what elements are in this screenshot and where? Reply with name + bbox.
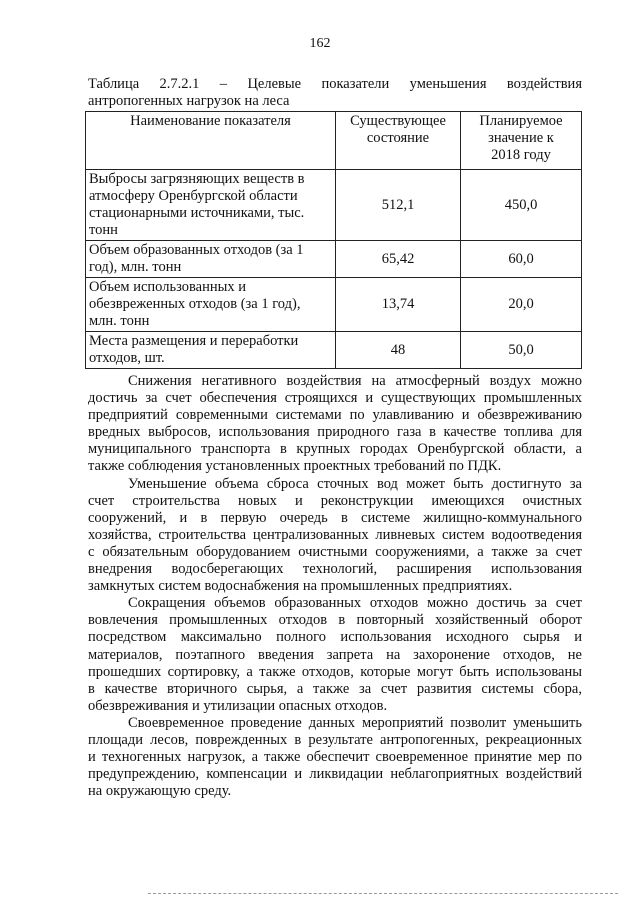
row-indicator-name: Объем использованных и обезвреженных отходов (за 1 год), млн. тонн bbox=[86, 278, 336, 332]
paragraph-forest-protection bbox=[88, 715, 582, 800]
table-row bbox=[86, 332, 582, 369]
row-current-value: 512,1 bbox=[336, 170, 461, 241]
text-line: достичь за счет обеспечения строящихся и существующих промышленных bbox=[88, 390, 582, 407]
row-current-value: 65,42 bbox=[336, 241, 461, 278]
footer-divider bbox=[148, 893, 618, 895]
row-planned-value: 450,0 bbox=[461, 170, 582, 241]
text-line: материалов, поэтапного введения запрета на захоронение отходов, не bbox=[88, 646, 582, 663]
paragraph-wastewater bbox=[88, 476, 582, 596]
row-indicator-name: Места размещения и переработки отходов, шт. bbox=[86, 332, 336, 369]
text-line: вовлечения промышленных отходов в повторный хозяйственный оборот bbox=[88, 612, 582, 629]
table-row bbox=[86, 278, 582, 332]
targets-table bbox=[85, 111, 582, 369]
row-planned-value: 50,0 bbox=[461, 332, 582, 369]
row-current-value: 13,74 bbox=[336, 278, 461, 332]
text-line: также соблюдения установленных проектных требований по ПДК. bbox=[88, 458, 502, 475]
table-caption-line: Таблица 2.7.2.1 – Целевые показатели уменьшения воздействия bbox=[88, 76, 582, 92]
text-line: замкнутых систем водоснабжения на промышленных предприятиях. bbox=[88, 578, 513, 595]
table-row bbox=[86, 170, 582, 241]
table-caption-line: антропогенных нагрузок на леса bbox=[88, 93, 290, 109]
text-line: предупреждению, компенсации и ликвидации неблагоприятных воздействий bbox=[88, 766, 582, 783]
text-line: с обязательным оборудованием очистными сооружениями, а также за счет bbox=[88, 543, 582, 560]
page-number: 162 bbox=[309, 36, 331, 51]
text-line: на окружающую среду. bbox=[88, 783, 232, 800]
header-indicator-name: Наименование показателя bbox=[86, 112, 336, 170]
header-current-state: Существующее состояние bbox=[336, 112, 461, 170]
text-line: и техногенных нагрузок, а также обеспечит своевременное принятие мер по bbox=[88, 749, 582, 766]
row-planned-value: 20,0 bbox=[461, 278, 582, 332]
text-line: Снижения негативного воздействия на атмосферный воздух можно bbox=[128, 373, 582, 389]
text-line: муниципального транспорта в крупных городах Оренбургской области, а bbox=[88, 441, 582, 458]
row-indicator-name: Выбросы загрязняющих веществ в атмосферу Оренбургской области стационарными источниками, тыс. тонн bbox=[86, 170, 336, 241]
text-line: Сокращения объемов образованных отходов можно достичь за счет bbox=[128, 595, 582, 612]
row-indicator-name: Объем образованных отходов (за 1 год), млн. тонн bbox=[86, 241, 336, 278]
text-line: предприятий современными системами по улавливанию и обезвреживанию bbox=[88, 407, 582, 424]
table-caption bbox=[88, 76, 582, 110]
text-line: сооружений, и в первую очередь в системе жилищно-коммунального bbox=[88, 509, 582, 526]
text-line: в качестве вторичного сырья, а также за счет развития системы сбора, bbox=[88, 680, 582, 697]
table-header-row bbox=[86, 112, 582, 170]
text-line: счет строительства новых и реконструкции имеющихся очистных bbox=[88, 492, 582, 509]
paragraph-waste-reduction bbox=[88, 595, 582, 715]
text-line: площади лесов, поврежденных в результате антропогенных, рекреационных bbox=[88, 731, 582, 748]
paragraph-air-emissions bbox=[88, 373, 582, 476]
text-line: Своевременное проведение данных мероприятий позволит уменьшить bbox=[128, 714, 582, 731]
text-line: Уменьшение объема сброса сточных вод может быть достигнуто за bbox=[128, 475, 582, 492]
row-current-value: 48 bbox=[336, 332, 461, 369]
text-line: хозяйства, строительства централизованных ливневых систем водоотведения bbox=[88, 526, 582, 543]
row-planned-value: 60,0 bbox=[461, 241, 582, 278]
text-line: посредством максимально полного использования исходного сырья и bbox=[88, 629, 582, 646]
header-planned-value: Планируемое значение к 2018 году bbox=[461, 112, 582, 170]
text-line: вредных выбросов, использования природного газа в качестве топлива для bbox=[88, 424, 582, 441]
body-text bbox=[88, 373, 582, 800]
text-line: внедрения водосберегающих технологий, расширения использования bbox=[88, 561, 582, 578]
table-row bbox=[86, 241, 582, 278]
text-line: прошедших сортировку, а также отходов, которые могут быть использованы bbox=[88, 663, 582, 680]
text-line: обезвреживания и утилизации опасных отходов. bbox=[88, 697, 388, 714]
